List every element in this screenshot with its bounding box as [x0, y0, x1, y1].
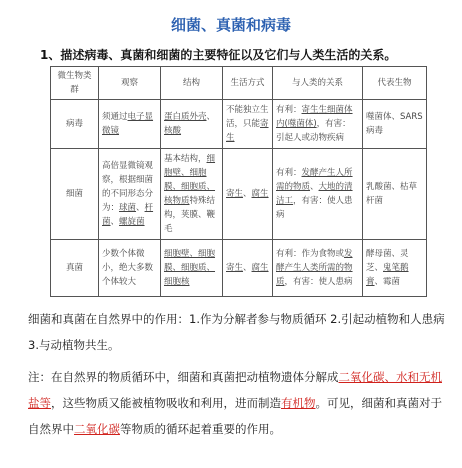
highlight-term: 二氧化碳	[74, 422, 120, 436]
relation-cell: 有利：作为食物或发酵产生人类所需的物质，有害：使人患病	[273, 240, 363, 297]
relation-cell: 有利：发酵产生人所需的物质、大地的清洁工，有害：使人患病	[273, 149, 363, 240]
highlight-term: 二氧化碳、水和无机盐等	[28, 370, 442, 410]
header-cell: 生活方式	[223, 67, 273, 100]
header-cell: 结构	[161, 67, 223, 100]
row-name: 病毒	[51, 100, 99, 149]
highlight-term: 有机物	[281, 396, 316, 410]
paragraph-note: 注：在自然界的物质循环中，细菌和真菌把动植物遗体分解成二氧化碳、水和无机盐等，这些物质又能被植物吸收和利用，进而制造有机物。可见，细菌和真菌对于自然界中二氧化碳等物质的循环起着重要的作用。	[28, 370, 442, 436]
life-cell: 寄生、腐生	[223, 149, 273, 240]
observe-cell: 少数个体微小，绝大多数个体较大	[99, 240, 161, 297]
page-title: 细菌、真菌和病毒	[170, 16, 291, 34]
table-row	[51, 100, 427, 149]
life-cell: 不能独立生活，只能寄生	[223, 100, 273, 149]
table-row	[51, 240, 427, 297]
row-name: 细菌	[51, 149, 99, 240]
life-cell: 寄生、腐生	[223, 240, 273, 297]
header-cell: 微生物类群	[51, 67, 99, 100]
observe-cell: 高倍显微镜观察，根据细菌的不同形态分为：球菌、杆菌、螺旋菌	[99, 149, 161, 240]
table-header-row	[51, 67, 427, 100]
paragraph-roles: 细菌和真菌在自然界中的作用：1.作为分解者参与物质循环 2.引起动植物和人患病 3.与动植物共生。	[28, 312, 445, 352]
table-row	[51, 149, 427, 240]
examples-cell: 酵母菌、灵芝、鬼笔鹅膏、霉菌	[363, 240, 427, 297]
structure-cell: 蛋白质外壳、核酸	[161, 100, 223, 149]
section-heading: 1、描述病毒、真菌和细菌的主要特征以及它们与人类生活的关系。	[40, 48, 397, 62]
relation-cell: 有利：寄生生细菌体内(噬菌体)，有害：引起人或动物疾病	[273, 100, 363, 149]
examples-cell: 噬菌体、SARS病毒	[363, 100, 427, 149]
examples-cell: 乳酸菌、枯草杆菌	[363, 149, 427, 240]
header-cell: 观察	[99, 67, 161, 100]
comparison-table	[50, 66, 427, 297]
structure-cell: 细胞壁、细胞膜、细胞质、细胞核	[161, 240, 223, 297]
row-name: 真菌	[51, 240, 99, 297]
structure-cell: 基本结构，细胞壁、细胞膜、细胞质、核物质特殊结构，荚膜、鞭毛	[161, 149, 223, 240]
observe-cell: 须通过电子显微镜	[99, 100, 161, 149]
header-cell: 代表生物	[363, 67, 427, 100]
header-cell: 与人类的关系	[273, 67, 363, 100]
